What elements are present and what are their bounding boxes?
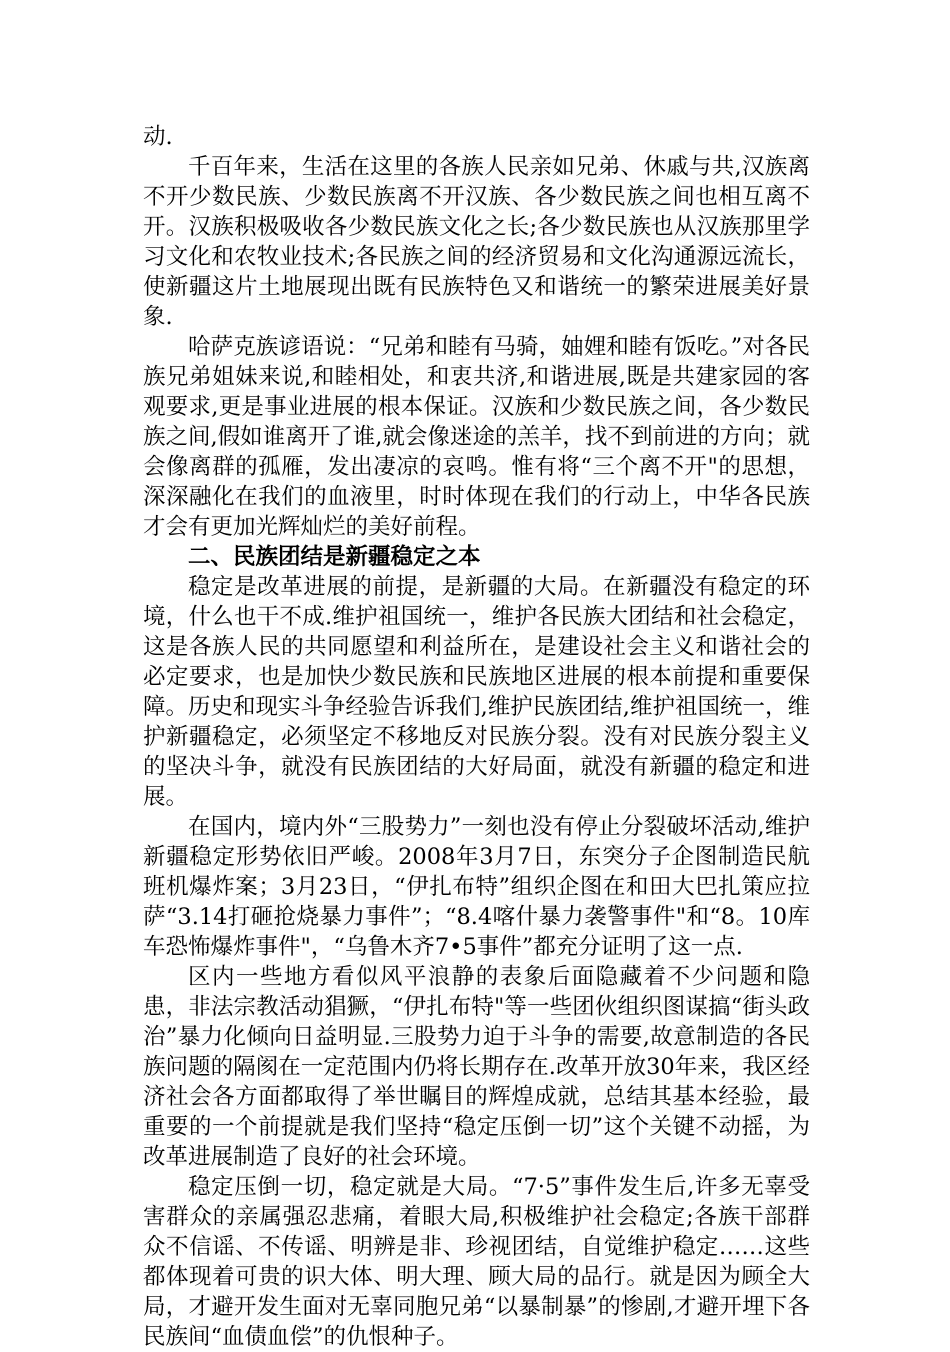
paragraph-hidden-problems: 区内一些地方看似风平浪静的表象后面隐藏着不少问题和隐患，非法宗教活动猖獗，“伊扎布特"等一些团伙组织图谋搞“街头政治”暴力化倾向日益明显.三股势力迫于斗争的需要,故意制造的各民族问题的隔阂在一定范围内仍将长期存在.改革开放30年来，我区经济社会各方面都取得了举世瞩目的辉煌成就，总结其基本经验，最重要的一个前提就是我们坚持“稳定压倒一切”这个关键不动摇，为改革进展制造了良好的社会环境。 [143, 964, 810, 1170]
section-heading: 二、民族团结是新疆稳定之本 [188, 544, 481, 570]
paragraph-kazakh-proverb: 哈萨克族谚语说：“兄弟和睦有马骑，妯娌和睦有饭吃。”对各民族兄弟姐妹来说,和睦相处，和衷共济,和谐进展,既是共建家园的客观要求,更是事业进展的根本保证。汉族和少数民族之间，各少数民族之间,假如谁离开了谁,就会像迷途的羔羊，找不到前进的方向；就会像离群的孤雁，发出凄凉的哀鸣。惟有将“三个离不开"的思想，深深融化在我们的血液里，时时体现在我们的行动上，中华各民族才会有更加光辉灿烂的美好前程。 [143, 334, 810, 540]
paragraph-stability-premise: 稳定是改革进展的前提，是新疆的大局。在新疆没有稳定的环境，什么也干不成.维护祖国统一，维护各民族大团结和社会稳定，这是各族人民的共同愿望和利益所在，是建设社会主义和谐社会的必定要求，也是加快少数民族和民族地区进展的根本前提和重要保障。历史和现实斗争经验告诉我们,维护民族团结,维护祖国统一，维护新疆稳定，必须坚定不移地反对民族分裂。没有对民族分裂主义的坚决斗争，就没有民族团结的大好局面，就没有新疆的稳定和进展。 [143, 574, 810, 810]
paragraph-ethnic-harmony: 千百年来，生活在这里的各族人民亲如兄弟、休戚与共,汉族离不开少数民族、少数民族离不开汉族、各少数民族之间也相互离不开。汉族积极吸收各少数民族文化之长;各少数民族也从汉族那里学习文化和农牧业技术;各民族之间的经济贸易和文化沟通源远流长，使新疆这片土地展现出既有民族特色又和谐统一的繁荣进展美好景象. [143, 154, 810, 330]
document-page [143, 122, 810, 1352]
paragraph-stability-overall: 稳定压倒一切，稳定就是大局。“7·5”事件发生后,许多无辜受害群众的亲属强忍悲痛，着眼大局,积极维护社会稳定;各族干部群众不信谣、不传谣、明辨是非、珍视团结，自觉维护稳定……这些都体现着可贵的识大体、明大理、顾大局的品行。就是因为顾全大局，才避开发生面对无辜同胞兄弟“以暴制暴”的惨剧,才避开埋下各民族间“血债血偿”的仇恨种子。 [143, 1174, 810, 1350]
paragraph-three-forces: 在国内，境内外“三股势力”一刻也没有停止分裂破坏活动,维护新疆稳定形势依旧严峻。2008年3月7日，东突分子企图制造民航班机爆炸案；3月23日，“伊扎布特”组织企图在和田大巴扎策应拉萨“3.14打砸抢烧暴力事件”；“8.4喀什暴力袭警事件"和“8。10库车恐怖爆炸事件"，“乌鲁木齐7•5事件”都充分证明了这一点. [143, 814, 810, 960]
paragraph-continuation: 动. [143, 124, 173, 150]
